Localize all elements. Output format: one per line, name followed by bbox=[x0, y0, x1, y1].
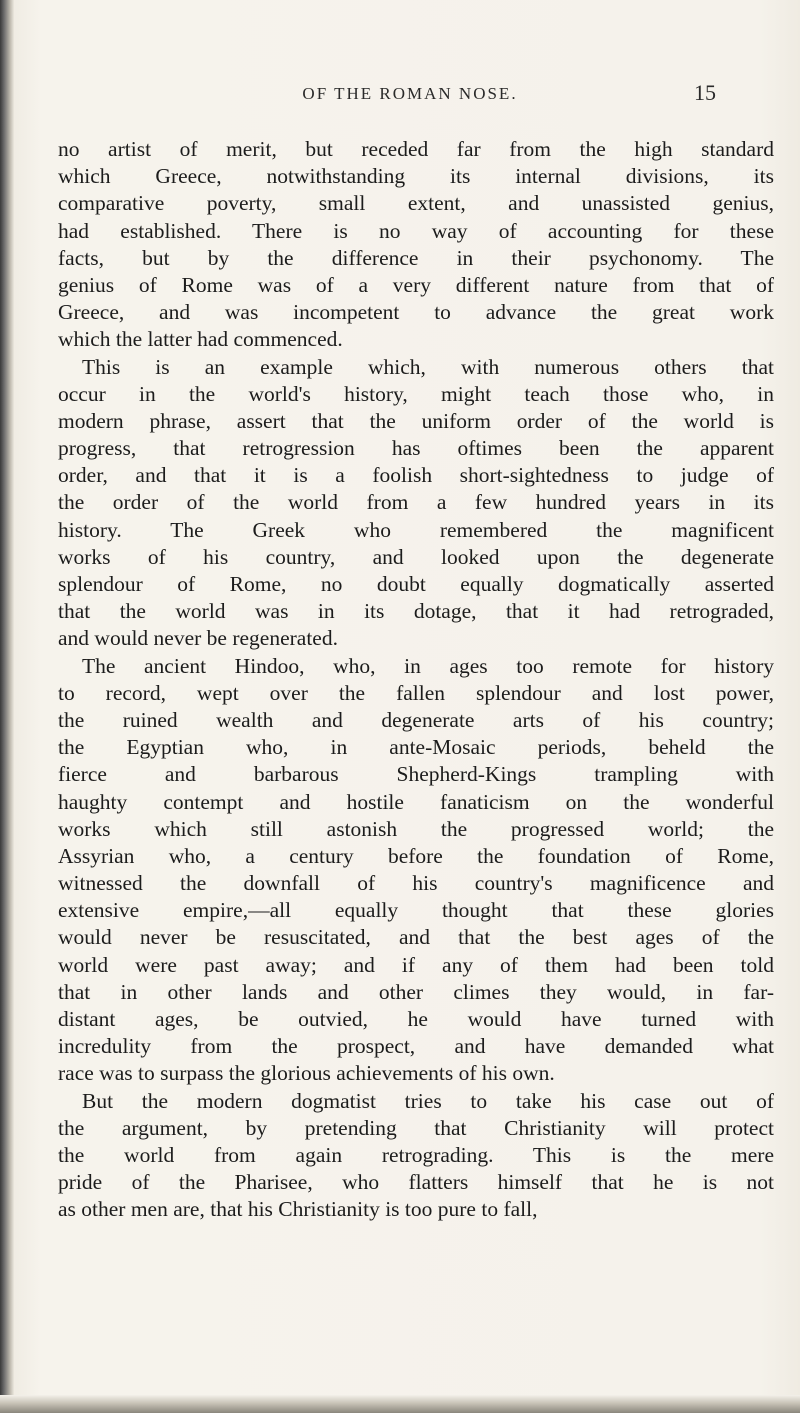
text-line: world were past away; and if any of them had been told bbox=[58, 952, 774, 977]
text-line: Greece, and was incompetent to advance the great work bbox=[58, 300, 774, 325]
text-line: splendour of Rome, no doubt equally dogmatically asserted bbox=[58, 572, 774, 596]
text-line: the world from again retrograding. This is the mere bbox=[58, 1142, 774, 1167]
page-number: 15 bbox=[694, 80, 716, 105]
text-line: the argument, by pretending that Christianity will protect bbox=[58, 1115, 774, 1140]
text-line: genius of Rome was of a very different nature from that of bbox=[58, 272, 774, 297]
text-line: would never be resuscitated, and that the best ages of the bbox=[58, 925, 774, 950]
text-line: history. The Greek who remembered the magnificent bbox=[58, 517, 774, 542]
text-line: incredulity from the prospect, and have demanded what bbox=[58, 1034, 774, 1059]
text-line: witnessed the downfall of his country's magnificence and bbox=[58, 871, 774, 896]
text-line: This is an example which, with numerous others that bbox=[82, 354, 774, 379]
page-bottom-edge bbox=[0, 1395, 800, 1413]
text-line: as other men are, that his Christianity is too pure to fall, bbox=[58, 1197, 538, 1222]
text-line: The ancient Hindoo, who, in ages too remote for history bbox=[82, 653, 774, 678]
running-head: OF THE ROMAN NOSE. bbox=[302, 84, 518, 103]
text-line: haughty contempt and hostile fanaticism on the wonderful bbox=[58, 789, 774, 814]
text-line: the Egyptian who, in ante-Mosaic periods, beheld the bbox=[58, 735, 774, 760]
text-line: and would never be regenerated. bbox=[58, 626, 338, 651]
text-line: had established. There is no way of accounting for these bbox=[58, 218, 774, 243]
text-line: extensive empire,—all equally thought that these glories bbox=[58, 898, 774, 923]
text-line: to record, wept over the fallen splendour and lost power, bbox=[58, 680, 774, 705]
text-line: race was to surpass the glorious achievements of his own. bbox=[58, 1061, 555, 1086]
text-line: pride of the Pharisee, who flatters himself that he is not bbox=[58, 1170, 774, 1195]
text-line: comparative poverty, small extent, and unassisted genius, bbox=[58, 191, 774, 216]
text-line: facts, but by the difference in their psychonomy. The bbox=[58, 245, 774, 270]
text-line: no artist of merit, but receded far from the high standard bbox=[58, 137, 774, 161]
text-line: that the world was in its dotage, that it had retrograded, bbox=[58, 599, 774, 624]
text-line: Assyrian who, a century before the foundation of Rome, bbox=[58, 843, 774, 868]
text-line: works which still astonish the progressed world; the bbox=[58, 816, 774, 841]
text-line: distant ages, be outvied, he would have turned with bbox=[58, 1007, 774, 1031]
text-line: which Greece, notwithstanding its internal divisions, its bbox=[58, 164, 774, 189]
text-line: fierce and barbarous Shepherd-Kings trampling with bbox=[58, 762, 774, 787]
text-line: But the modern dogmatist tries to take his case out of bbox=[82, 1088, 774, 1113]
body-text bbox=[58, 136, 774, 1224]
text-line: occur in the world's history, might teach those who, in bbox=[58, 381, 774, 406]
text-line: which the latter had commenced. bbox=[58, 327, 343, 352]
book-gutter bbox=[0, 0, 14, 1413]
text-line: the order of the world from a few hundred years in its bbox=[58, 490, 774, 515]
text-line: works of his country, and looked upon the degenerate bbox=[58, 544, 774, 569]
text-line: that in other lands and other climes they would, in far- bbox=[58, 979, 774, 1004]
text-line: order, and that it is a foolish short-sightedness to judge of bbox=[58, 463, 774, 488]
text-line: modern phrase, assert that the uniform order of the world is bbox=[58, 408, 774, 433]
text-line: the ruined wealth and degenerate arts of his country; bbox=[58, 707, 774, 732]
text-line: progress, that retrogression has oftimes been the apparent bbox=[58, 436, 774, 461]
